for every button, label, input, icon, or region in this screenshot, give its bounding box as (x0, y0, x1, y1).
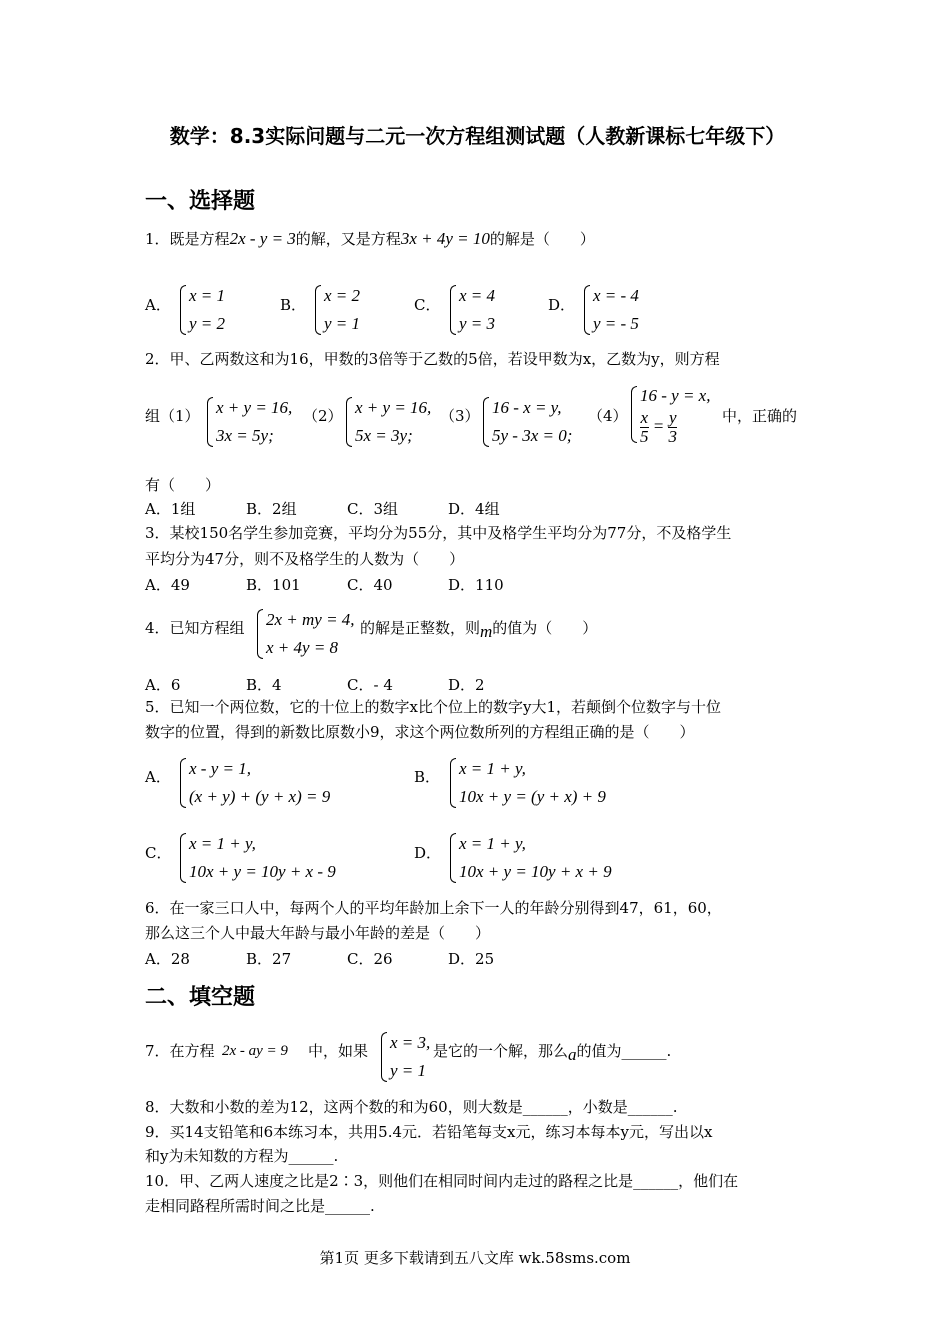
q2-label-4: （4） (588, 407, 628, 425)
q3-option-a: A．49 (145, 576, 190, 594)
q2-system-2: x + y = 16, 5x = 3y; (346, 394, 431, 450)
q3-option-d: D．110 (448, 576, 504, 594)
question-10-line-1: 10．甲、乙两人速度之比是2∶3，则他们在相同时间内走过的路程之比是______，他们在 (145, 1172, 739, 1190)
q2-system-3: 16 - x = y, 5y - 3x = 0; (483, 394, 572, 450)
question-2-line-1: 2．甲、乙两数这和为16，甲数的3倍等于乙数的5倍，若设甲数为x，乙数为y，则方程 (145, 350, 720, 368)
q4-option-d: D．2 (448, 676, 485, 694)
q4-option-c: C．- 4 (347, 676, 393, 694)
question-6-line-2: 那么这三个人中最大年龄与最小年龄的差是（ ） (145, 924, 491, 942)
q2-option-b: B．2组 (246, 500, 297, 518)
question-6-line-1: 6．在一家三口人中，每两个人的平均年龄加上余下一人的年龄分别得到47，61，60， (145, 899, 722, 917)
question-9-line-2: 和y为未知数的方程为______. (145, 1147, 339, 1165)
question-5-line-1: 5．已知一个两位数，它的十位上的数字x比个位上的数字y大1，若颠倒个位数字与十位 (145, 698, 722, 716)
question-5-line-2: 数字的位置，得到的新数比原数小9，求这个两位数所列的方程组正确的是（ ） (145, 723, 695, 741)
question-8: 8．大数和小数的差为12，这两个数的和为60，则大数是______，小数是______. (145, 1098, 678, 1116)
q5-option-d-system: x = 1 + y, 10x + y = 10y + x + 9 (450, 830, 612, 886)
q1-option-c: C． (414, 296, 441, 314)
q2-option-c: C．3组 (347, 500, 399, 518)
q5-option-a-system: x - y = 1, (x + y) + (y + x) = 9 (180, 755, 330, 811)
q3-option-c: C．40 (347, 576, 393, 594)
q2-label-1: 组（1） (145, 407, 200, 425)
page-footer: 第1页 更多下载请到五八文库 wk.58sms.com (319, 1249, 631, 1267)
q5-option-d: D． (414, 844, 442, 862)
q3-option-b: B．101 (246, 576, 301, 594)
q7-text-3: 是它的一个解，那么a的值为______. (433, 1042, 672, 1064)
q6-option-a: A．28 (145, 950, 190, 968)
q4-text-1: 4．已知方程组 (145, 619, 245, 637)
question-1: 1．既是方程2x - y = 3的解，又是方程3x + 4y = 10的解是（ ） (145, 229, 595, 248)
q2-system-4: 16 - y = x, $\frac{x}{5}$ = $\frac{y}{3}$ (631, 383, 710, 446)
q5-option-a: A． (145, 768, 171, 786)
q7-text-1: 7．在方程 (145, 1042, 215, 1060)
q2-label-2: （2） (303, 407, 343, 425)
q5-option-b-system: x = 1 + y, 10x + y = (y + x) + 9 (450, 755, 606, 811)
q4-system: 2x + my = 4, x + 4y = 8 (257, 606, 355, 662)
section-heading-fill: 二、填空题 (145, 985, 256, 1010)
q1-option-b: B． (280, 296, 307, 314)
q2-option-a: A．1组 (145, 500, 196, 518)
q1-option-b-system: x = 2 y = 1 (315, 282, 360, 338)
question-3-line-1: 3．某校150名学生参加竞赛，平均分为55分，其中及格学生平均分为77分，不及格学生 (145, 524, 732, 542)
q1-option-c-system: x = 4 y = 3 (450, 282, 495, 338)
q6-option-b: B．27 (246, 950, 292, 968)
q1-option-a: A． (145, 296, 171, 314)
q4-option-a: A．6 (145, 676, 181, 694)
q2-system-1: x + y = 16, 3x = 5y; (207, 394, 292, 450)
q7-equation: 2x - ay = 9 (222, 1043, 288, 1059)
q6-option-d: D．25 (448, 950, 495, 968)
q1-option-d-system: x = - 4 y = - 5 (584, 282, 639, 338)
q5-option-c-system: x = 1 + y, 10x + y = 10y + x - 9 (180, 830, 336, 886)
question-3-line-2: 平均分为47分，则不及格学生的人数为（ ） (145, 550, 465, 568)
q5-option-c: C． (145, 844, 172, 862)
q2-label-3: （3） (440, 407, 480, 425)
question-9-line-1: 9．买14支铅笔和6本练习本，共用5.4元．若铅笔每支x元，练习本每本y元，写出以x (145, 1123, 713, 1141)
q6-option-c: C．26 (347, 950, 393, 968)
q1-option-a-system: x = 1 y = 2 (180, 282, 225, 338)
page-title: 数学：8.3实际问题与二元一次方程组测试题（人教新课标七年级下） (169, 124, 786, 148)
q2-option-d: D．4组 (448, 500, 500, 518)
q5-option-b: B． (414, 768, 441, 786)
section-heading-choice: 一、选择题 (145, 189, 256, 214)
q7-text-2: 中，如果 (308, 1042, 369, 1060)
q2-tail: 中，正确的 (722, 407, 798, 425)
q1-option-d: D． (548, 296, 576, 314)
question-2-line-3: 有（ ） (145, 476, 221, 494)
q4-option-b: B．4 (246, 676, 282, 694)
question-10-line-2: 走相同路程所需时间之比是______. (145, 1197, 375, 1215)
q4-text-2: 的解是正整数，则m的值为（ ） (360, 619, 598, 641)
q7-system: x = 3, y = 1 (381, 1029, 430, 1085)
